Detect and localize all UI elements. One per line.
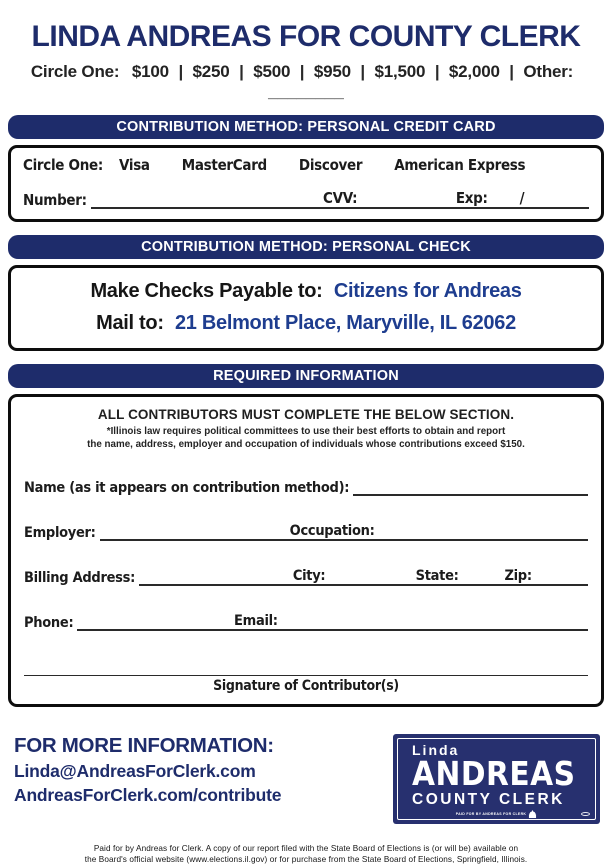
amount-selection-row bbox=[0, 62, 612, 102]
card-type-row bbox=[23, 156, 589, 174]
amount-option-2000[interactable]: $2,000 bbox=[448, 62, 500, 81]
illinois-law-note-line2: the name, address, employer and occupation of individuals whose contributions exceed $150. bbox=[87, 438, 525, 450]
employer-row bbox=[24, 522, 588, 541]
state-label: State: bbox=[415, 568, 459, 585]
billing-address-line bbox=[139, 567, 588, 586]
phone-row bbox=[24, 612, 588, 631]
personal-check-banner bbox=[8, 235, 604, 259]
checks-payable-label: Make Checks Payable to: bbox=[90, 280, 323, 302]
logo-fine-print-row bbox=[398, 809, 595, 818]
other-amount-label: Other: bbox=[523, 62, 574, 81]
cvv-label: CVV: bbox=[322, 189, 358, 207]
amount-option-950[interactable]: $950 bbox=[313, 62, 351, 81]
logo-fine-print: PAID FOR BY ANDREAS FOR CLERK bbox=[455, 811, 527, 816]
checks-payable-line bbox=[21, 280, 591, 303]
billing-address-label: Billing Address: bbox=[24, 570, 135, 587]
amount-option-250[interactable]: $250 bbox=[192, 62, 230, 81]
card-option-discover[interactable]: Discover bbox=[298, 156, 363, 174]
illinois-law-note-line1: *Illinois law requires political committees to use their best efforts to obtain and report bbox=[106, 426, 506, 437]
billing-address-row bbox=[24, 567, 588, 586]
credit-card-banner-label: CONTRIBUTION METHOD: PERSONAL CREDIT CARD bbox=[116, 119, 496, 135]
logo-last-name: ANDREAS bbox=[412, 754, 576, 794]
zip-label: Zip: bbox=[504, 568, 532, 585]
signature-label: Signature of Contributor(s) bbox=[213, 678, 399, 695]
mail-to-line bbox=[21, 312, 591, 335]
required-information-section bbox=[8, 394, 604, 707]
circle-one-label: Circle One: bbox=[30, 62, 120, 81]
contributors-heading: ALL CONTRIBUTORS MUST COMPLETE THE BELOW SECTION. bbox=[97, 407, 515, 422]
card-circle-one-label: Circle One: bbox=[23, 156, 103, 174]
personal-check-banner-label: CONTRIBUTION METHOD: PERSONAL CHECK bbox=[141, 239, 471, 255]
card-option-visa[interactable]: Visa bbox=[119, 156, 150, 174]
credit-card-section bbox=[8, 145, 604, 222]
exp-slash: / bbox=[519, 189, 525, 207]
other-amount-blank[interactable]: ________ bbox=[268, 82, 344, 101]
mail-to-address: 21 Belmont Place, Maryville, IL 62062 bbox=[174, 312, 516, 334]
campaign-logo bbox=[393, 734, 600, 824]
amount-separator: | bbox=[299, 62, 305, 81]
amount-separator: | bbox=[178, 62, 183, 81]
courthouse-dome-icon bbox=[528, 810, 537, 818]
employer-line bbox=[100, 522, 588, 541]
amount-separator: | bbox=[239, 62, 244, 81]
amount-separator: | bbox=[509, 62, 514, 81]
name-label: Name (as it appears on contribution method): bbox=[24, 480, 350, 497]
credit-card-banner bbox=[8, 115, 604, 139]
card-option-mastercard[interactable]: MasterCard bbox=[181, 156, 267, 174]
card-number-label: Number: bbox=[23, 191, 87, 209]
exp-label: Exp: bbox=[455, 189, 488, 207]
footer-contact-info bbox=[14, 734, 281, 806]
card-option-american-express[interactable]: American Express bbox=[394, 156, 526, 174]
signature-field[interactable] bbox=[24, 675, 588, 676]
city-label: City: bbox=[292, 568, 326, 585]
amount-separator: | bbox=[360, 62, 365, 81]
required-information-banner bbox=[8, 364, 604, 388]
phone-line bbox=[77, 612, 588, 631]
page-title: LINDA ANDREAS FOR COUNTY CLERK bbox=[31, 20, 581, 53]
amount-separator: | bbox=[434, 62, 440, 81]
contribution-form-page bbox=[0, 20, 612, 865]
more-information-heading: FOR MORE INFORMATION: bbox=[14, 734, 274, 758]
required-information-banner-label: REQUIRED INFORMATION bbox=[213, 368, 399, 384]
contribute-website-link[interactable]: AndreasForClerk.com/contribute bbox=[14, 785, 282, 806]
personal-check-section bbox=[8, 265, 604, 351]
legal-disclaimer-line2: the Board's official website (www.elections.il.gov) or for purchase from the State Board of Elections, Springfield, Illinois. bbox=[84, 855, 528, 865]
legal-disclaimer-line1: Paid for by Andreas for Clerk. A copy of our report filed with the State Board of Elections is (or will be) available on bbox=[93, 844, 519, 854]
amount-option-500[interactable]: $500 bbox=[253, 62, 291, 81]
name-line bbox=[353, 477, 588, 496]
phone-label: Phone: bbox=[24, 615, 74, 632]
logo-first-name: Linda bbox=[412, 742, 460, 759]
mail-to-label: Mail to: bbox=[96, 312, 164, 334]
name-row bbox=[24, 477, 588, 496]
card-fields-line bbox=[91, 189, 589, 209]
checks-payable-value: Citizens for Andreas bbox=[333, 280, 522, 302]
footer bbox=[14, 734, 600, 824]
logo-office-title: COUNTY CLERK bbox=[412, 790, 565, 808]
amount-option-1500[interactable]: $1,500 bbox=[374, 62, 426, 81]
email-label: Email: bbox=[234, 613, 278, 630]
occupation-label: Occupation: bbox=[289, 523, 375, 540]
card-number-row bbox=[23, 189, 589, 209]
illinois-law-note bbox=[24, 426, 588, 451]
contact-email-link[interactable]: Linda@AndreasForClerk.com bbox=[14, 761, 256, 782]
campaign-logo-inner bbox=[397, 738, 596, 820]
legal-disclaimer bbox=[0, 844, 612, 865]
amount-option-100[interactable]: $100 bbox=[131, 62, 169, 81]
employer-label: Employer: bbox=[24, 525, 96, 542]
